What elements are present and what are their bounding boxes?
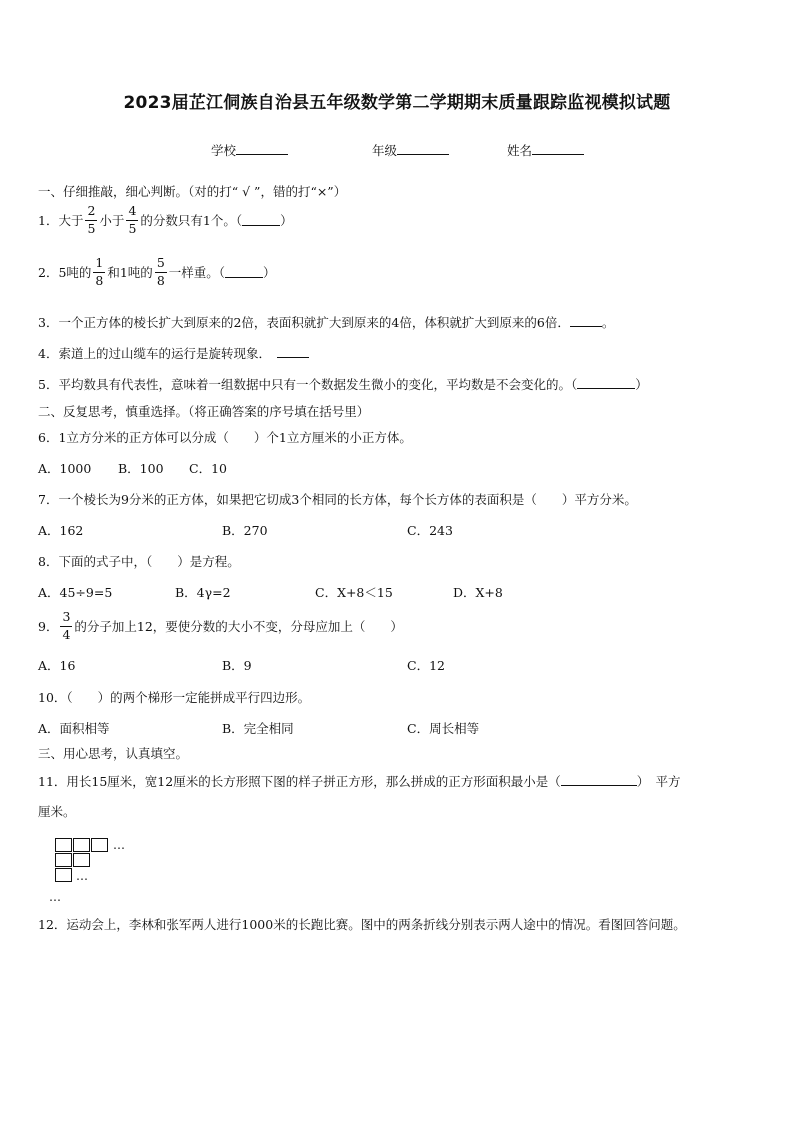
grade-blank[interactable] [397,143,449,155]
question-3 [38,313,614,331]
option-b[interactable]: B．9 [222,658,252,673]
option-a[interactable]: A．面积相等 [38,721,110,736]
question-text: 11．用长15厘米，宽12厘米的长方形照下图的样子拼正方形，那么拼成的正方形面积最小是（ [38,774,561,789]
question-text: ） [263,265,276,280]
option-a[interactable]: A．1000 [38,461,92,476]
option-d[interactable]: D．X+8 [453,585,503,600]
question-11 [38,772,681,790]
question-text: 5．平均数具有代表性，意味着一组数据中只有一个数据发生微小的变化，平均数是不会变化的。（ [38,377,578,392]
option-b[interactable]: B．270 [222,523,268,538]
question-text: ） 平方 [636,774,681,789]
fraction-numerator: 3 [62,609,71,624]
question-1 [38,202,293,238]
question-text: ） [280,213,293,228]
question-text: 3．一个正方体的棱长扩大到原来的2倍，表面积就扩大到原来的4倍，体积就扩大到原来的6倍． [38,315,570,330]
section-3-heading: 三、用心思考，认真填空。 [38,746,189,761]
question-8: 8．下面的式子中，（ ）是方程。 [38,554,240,569]
option-c[interactable]: C．10 [189,461,227,476]
school-label: 学校 [211,143,237,158]
question-text: 4．索道上的过山缆车的运行是旋转现象． [38,346,271,361]
ellipsis: … [49,890,61,904]
name-field[interactable] [507,141,584,159]
question-12: 12．运动会上，李林和张军两人进行1000米的长跑比赛。图中的两条折线分别表示两人途中的情况。看图回答问题。 [38,917,686,932]
fraction [126,205,138,235]
name-label: 姓名 [507,143,533,158]
option-b[interactable]: B．100 [118,461,164,476]
fraction [60,611,72,641]
section-2-heading: 二、反复思考，慎重选择。（将正确答案的序号填在括号里） [38,404,370,419]
answer-blank[interactable] [577,377,635,389]
fraction-denominator: 8 [156,272,165,288]
question-text: 和1吨的 [107,265,153,280]
ellipsis: … [113,838,125,852]
rectangle-tile [55,868,72,882]
answer-blank[interactable] [225,266,263,278]
question-text: 的分子加上12，要使分数的大小不变，分母应加上（ ） [74,619,403,634]
grade-field[interactable] [372,141,449,159]
option-c[interactable]: C．周长相等 [407,721,480,736]
question-6: 6．1立方分米的正方体可以分成（ ）个1立方厘米的小正方体。 [38,430,412,445]
option-b[interactable]: B．完全相同 [222,721,294,736]
fraction-numerator: 5 [156,255,165,270]
fraction-denominator: 5 [128,220,137,236]
school-field[interactable] [211,141,288,159]
option-a[interactable]: A．45÷9=5 [38,585,113,600]
ellipsis: … [76,869,88,883]
fraction-denominator: 8 [95,272,104,288]
question-9 [38,608,403,644]
question-text: 5吨的 [58,265,92,280]
grade-label: 年级 [372,143,398,158]
question-text: 小于 [99,213,125,228]
name-blank[interactable] [532,143,584,155]
fraction [155,257,167,287]
rectangle-tile [73,838,90,852]
question-number: 2． [38,265,59,280]
question-11-cont: 厘米。 [38,804,76,819]
question-text: 大于 [58,213,84,228]
question-text: 一样重。（ [168,265,226,280]
page-title: 2023届芷江侗族自治县五年级数学第二学期期末质量跟踪监视模拟试题 [123,93,671,113]
question-text: ） [635,377,648,392]
answer-blank[interactable] [561,774,637,786]
school-blank[interactable] [236,143,288,155]
question-2 [38,254,276,290]
fraction-numerator: 4 [128,203,137,218]
question-text: 的分数只有1个。（ [140,213,243,228]
option-a[interactable]: A．162 [38,523,84,538]
fraction [85,205,97,235]
answer-blank[interactable] [570,315,602,327]
option-c[interactable]: C．X+8＜15 [315,585,393,600]
option-c[interactable]: C．12 [407,658,445,673]
question-4 [38,344,309,362]
question-number: 9． [38,619,59,634]
answer-blank[interactable] [277,346,309,358]
rectangle-tile [55,838,72,852]
rectangle-tile [73,853,90,867]
answer-blank[interactable] [242,214,280,226]
question-10: 10．（ ）的两个梯形一定能拼成平行四边形。 [38,690,311,705]
rectangle-tile [55,853,72,867]
option-a[interactable]: A．16 [38,658,76,673]
fraction-numerator: 2 [87,203,96,218]
option-b[interactable]: B．4γ=2 [175,585,231,600]
section-1-heading: 一、仔细推敲，细心判断。（对的打“ √ ”，错的打“×”） [38,184,347,199]
question-text: 。 [601,315,615,330]
fraction-denominator: 4 [62,626,71,642]
option-c[interactable]: C．243 [407,523,453,538]
question-5 [38,375,648,393]
fraction [93,257,105,287]
rectangle-tile [91,838,108,852]
fraction-numerator: 1 [95,255,104,270]
question-number: 1． [38,213,59,228]
fraction-denominator: 5 [87,220,96,236]
question-7: 7．一个棱长为9分米的正方体，如果把它切成3个相同的长方体，每个长方体的表面积是（ ）平方分米。 [38,492,637,507]
